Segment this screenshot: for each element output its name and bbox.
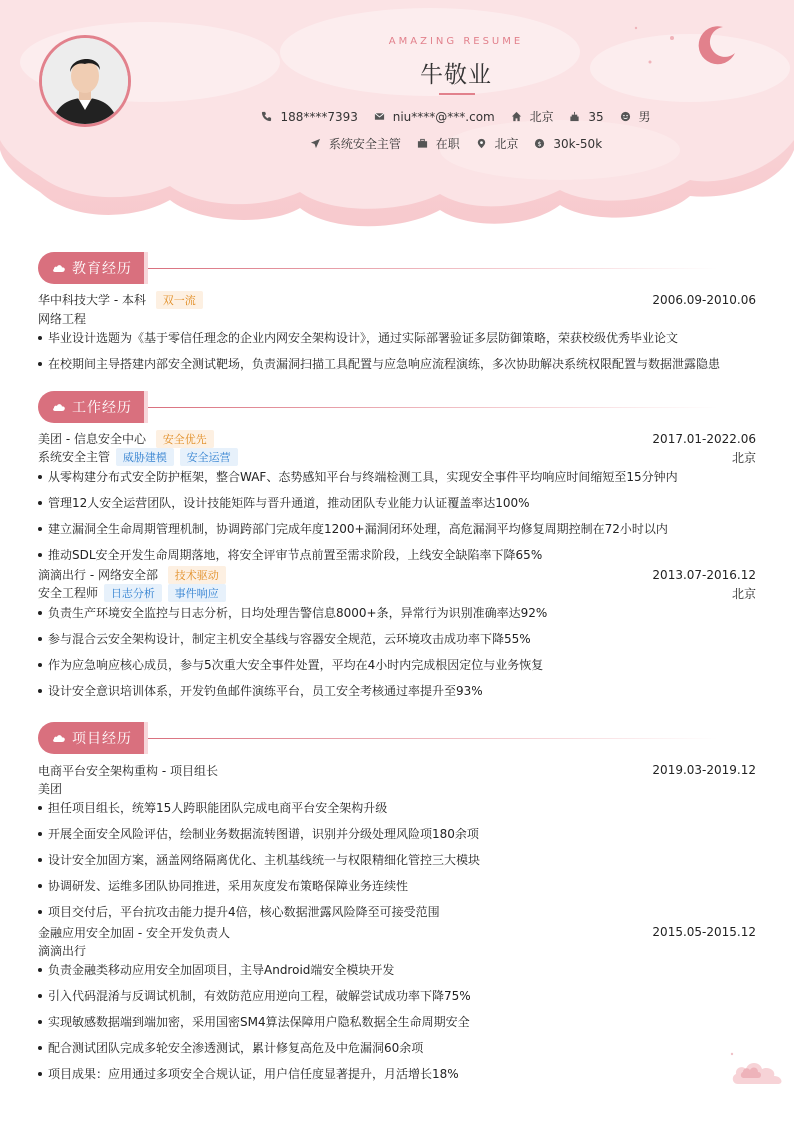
list-item: 在校期间主导搭建内部安全测试靶场，负责漏洞扫描工具配置与应急响应流程演练，多次协助解决系统权限配置与数据泄露隐患 <box>38 355 756 381</box>
role-row <box>38 448 756 466</box>
email-text: niu****@***.com <box>392 109 495 124</box>
project-entry <box>38 923 756 1091</box>
project-org <box>38 941 756 959</box>
cloud-icon <box>52 263 66 273</box>
list-item: 协调研发、运维多团队协同推进，采用灰度发布策略保障业务连续性 <box>38 877 756 903</box>
section-header <box>38 391 756 423</box>
svg-text:$: $ <box>537 139 542 148</box>
work-entry <box>38 430 756 566</box>
school-tag: 双一流 <box>156 291 203 309</box>
entry-header <box>38 923 756 941</box>
status-info <box>417 135 460 152</box>
list-item: 担任项目组长，统筹15人跨职能团队完成电商平台安全架构升级 <box>38 799 756 825</box>
position-info <box>310 135 401 152</box>
entry-title <box>38 291 203 309</box>
salary-info <box>534 137 602 151</box>
skill-tag: 日志分析 <box>104 584 162 602</box>
entry-date: 2006.09-2010.06 <box>652 293 756 307</box>
section-badge <box>38 252 146 284</box>
role-row <box>38 584 756 602</box>
skill-tag: 威胁建模 <box>116 448 174 466</box>
home-icon <box>511 111 522 122</box>
send-icon <box>310 138 321 149</box>
age-text: 35 <box>588 109 604 124</box>
list-item: 建立漏洞全生命周期管理机制，协调跨部门完成年度1200+漏洞闭环处理，高危漏洞平均修复周期控制在72小时以内 <box>38 520 756 546</box>
list-item: 推动SDL安全开发生命周期落地，将安全评审节点前置至需求阶段，上线安全缺陷率下降65% <box>38 546 756 566</box>
list-item: 作为应急响应核心成员，参与5次重大安全事件处置，平均在4小时内完成根因定位与业务恢复 <box>38 656 756 682</box>
project-name: 电商平台安全架构重构 - 项目组长 <box>38 763 218 778</box>
role-info <box>38 584 226 602</box>
section-title: 工作经历 <box>72 400 132 416</box>
entry-date: 2017.01-2022.06 <box>652 432 756 446</box>
status-text: 在职 <box>435 137 460 151</box>
mail-icon <box>374 111 385 122</box>
company-tag: 安全优先 <box>156 430 214 448</box>
city-info <box>511 108 554 125</box>
section-title: 教育经历 <box>72 261 132 277</box>
cloud-decoration <box>730 1052 786 1088</box>
section-header <box>38 252 756 284</box>
work-entry <box>38 566 756 708</box>
salary-text: 30k-50k <box>553 136 603 151</box>
education-section <box>38 252 756 381</box>
cloud-icon <box>52 733 66 743</box>
org-text: 滴滴出行 <box>38 943 87 958</box>
position-text: 系统安全主管 <box>328 137 401 151</box>
phone-text: 188****7393 <box>280 109 358 124</box>
name-underline <box>439 93 475 95</box>
org-text: 美团 <box>38 781 63 796</box>
skill-tag: 安全运营 <box>180 448 238 466</box>
entry-header <box>38 430 756 448</box>
project-entry <box>38 761 756 923</box>
projects-section <box>38 722 756 1091</box>
list-item: 毕业设计选题为《基于零信任理念的企业内网安全架构设计》，通过实际部署验证多层防御策略，荣获校级优秀毕业论文 <box>38 329 756 355</box>
entry-title <box>38 566 226 584</box>
role-info <box>38 448 238 466</box>
phone-info <box>261 110 357 124</box>
company-tag: 技术驱动 <box>168 566 226 584</box>
city-text: 北京 <box>529 110 554 124</box>
list-item: 从零构建分布式安全防护框架，整合WAF、态势感知平台与终端检测工具，实现安全事件平均响应时间缩短至15分钟内 <box>38 468 756 494</box>
location-text: 北京 <box>731 586 756 601</box>
project-org <box>38 779 756 797</box>
entry-header <box>38 761 756 779</box>
education-entry <box>38 291 756 381</box>
entry-date: 2013.07-2016.12 <box>652 568 756 582</box>
list-item: 项目成果：应用通过多项安全合规认证，用户信任度显著提升，月活增长18% <box>38 1065 756 1091</box>
role-title: 系统安全主管 <box>38 450 111 464</box>
school-name: 华中科技大学 - 本科 <box>38 293 146 307</box>
list-item: 配合测试团队完成多轮安全渗透测试，累计修复高危及中危漏洞60余项 <box>38 1039 756 1065</box>
section-divider <box>148 738 718 739</box>
list-item: 负责金融类移动应用安全加固项目，主导Android端安全模块开发 <box>38 961 756 987</box>
resume-tagline: AMAZING RESUME <box>388 36 524 47</box>
list-item: 管理12人安全运营团队，设计技能矩阵与晋升通道，推动团队专业能力认证覆盖率达100% <box>38 494 756 520</box>
list-item: 设计安全加固方案，涵盖网络隔离优化、主机基线统一与权限精细化管控三大模块 <box>38 851 756 877</box>
section-title: 项目经历 <box>72 731 132 747</box>
list-item: 引入代码混淆与反调试机制，有效防范应用逆向工程，破解尝试成功率下降75% <box>38 987 756 1013</box>
section-header <box>38 722 756 754</box>
project-name: 金融应用安全加固 - 安全开发负责人 <box>38 925 230 940</box>
money-icon <box>534 138 545 149</box>
candidate-name: 牛敬业 <box>420 62 492 88</box>
entry-date: 2015.05-2015.12 <box>652 925 756 939</box>
section-badge <box>38 722 146 754</box>
cloud-icon <box>52 402 66 412</box>
briefcase-icon <box>417 138 428 149</box>
list-item: 负责生产环境安全监控与日志分析，日均处理告警信息8000+条，异常行为识别准确率达92% <box>38 604 756 630</box>
gender-info <box>620 108 651 125</box>
entry-header <box>38 566 756 584</box>
list-item: 设计安全意识培训体系，开发钓鱼邮件演练平台，员工安全考核通过率提升至93% <box>38 682 756 708</box>
smile-icon <box>620 111 631 122</box>
major-text: 网络工程 <box>38 311 87 326</box>
phone-icon <box>261 111 272 122</box>
role-title: 安全工程师 <box>38 586 99 600</box>
section-divider <box>148 268 718 269</box>
contact-row <box>0 108 794 125</box>
list-item: 项目交付后，平台抗攻击能力提升4倍，核心数据泄露风险降至可接受范围 <box>38 903 756 923</box>
email-info <box>374 110 495 124</box>
list-item: 开展全面安全风险评估，绘制业务数据流转图谱，识别并分级处理风险项180余项 <box>38 825 756 851</box>
major <box>38 309 756 327</box>
age-info <box>569 110 603 124</box>
gender-text: 男 <box>638 110 651 124</box>
entry-header <box>38 291 756 309</box>
section-badge <box>38 391 146 423</box>
skill-tag: 事件响应 <box>168 584 226 602</box>
target-city-text: 北京 <box>494 137 519 151</box>
target-city-info <box>476 135 519 152</box>
entry-date: 2019.03-2019.12 <box>652 763 756 777</box>
location-text: 北京 <box>731 450 756 465</box>
work-section <box>38 391 756 708</box>
list-item: 参与混合云安全架构设计，制定主机安全基线与容器安全规范，云环境攻击成功率下降55% <box>38 630 756 656</box>
company-name: 滴滴出行 - 网络安全部 <box>38 568 158 582</box>
section-divider <box>148 407 718 408</box>
entry-title <box>38 430 214 448</box>
company-name: 美团 - 信息安全中心 <box>38 432 146 446</box>
job-intent-row <box>0 135 794 152</box>
location-icon <box>476 138 487 149</box>
cake-icon <box>569 111 580 122</box>
list-item: 实现敏感数据端到端加密，采用国密SM4算法保障用户隐私数据全生命周期安全 <box>38 1013 756 1039</box>
